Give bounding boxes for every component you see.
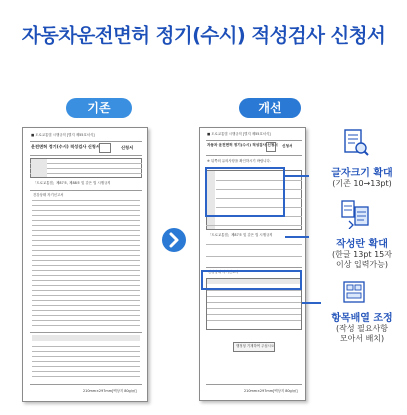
- label-before: 기존: [66, 98, 132, 118]
- highlight-writing-area: [205, 167, 285, 217]
- feature-layout-heading: 항목배열 조정: [331, 313, 393, 324]
- connector-font: [285, 175, 309, 177]
- highlight-layout: [201, 270, 302, 290]
- old-form-note: 「도로교통법」제87조, 제88조 및 같은 법 시행규칙: [33, 181, 111, 185]
- new-form-rule-note: ■ 도로교통법 시행규칙 [별지 제55호서식]: [207, 132, 271, 136]
- feature-layout-detail-1: (작성 필요사항: [335, 324, 389, 333]
- old-form-section: 건강상태 자기신고서: [33, 193, 64, 197]
- feature-font-size-detail: (기존 10→13pt): [332, 179, 392, 188]
- page-title: 자동차운전면허 정기(수시) 적성검사 신청서: [21, 24, 386, 47]
- connector-area: [285, 236, 309, 238]
- document-zoom-icon: [343, 128, 369, 158]
- old-form-rule-note: ■ 도로교통법 시행규칙 [별지 제55호서식]: [31, 133, 95, 137]
- feature-font-size-heading: 글자크기 확대: [331, 168, 393, 179]
- feature-writing-area-detail-2: 이상 입력가능): [335, 260, 389, 269]
- old-form-document: [22, 127, 148, 402]
- feature-writing-area-detail-1: (한글 13pt 15자: [332, 250, 392, 259]
- old-form-heading: 운전면허 정기(수시) 적성검사 신청서: [31, 144, 100, 149]
- new-form-note: 「도로교통법」제87조 및 같은 법 시행규칙: [208, 233, 273, 237]
- new-form-section: 건강상태 자기신고서: [208, 270, 239, 274]
- form-expand-icon: [340, 197, 370, 229]
- label-after: 개선: [239, 98, 301, 118]
- feature-writing-area-heading: 작성란 확대: [336, 239, 388, 250]
- new-form-status: 신청서: [282, 144, 293, 148]
- layout-arrange-icon: [341, 280, 369, 306]
- new-form-footer: 210mm×297mm[백상지 80g/㎡]: [244, 389, 298, 393]
- feature-font-size: [322, 164, 402, 189]
- connector-layout: [302, 302, 321, 304]
- new-form-button: 행정청 기재하여 주십시오: [236, 344, 275, 348]
- arrow-right-icon: [162, 228, 186, 252]
- new-form-heading: 자동차 운전면허 정기(수시) 적성검사 신청서: [207, 143, 278, 147]
- feature-layout-detail-2: 모아서 배치): [339, 334, 385, 343]
- old-form-status: 신청서: [121, 145, 134, 150]
- new-form-instructions: ※ 뒤쪽의 유의사항을 확인하시기 바랍니다.: [207, 159, 271, 163]
- old-form-footer: 210mm×297mm[백상지 80g/㎡]: [83, 389, 137, 393]
- feature-layout: [320, 309, 404, 344]
- feature-writing-area: [320, 235, 404, 270]
